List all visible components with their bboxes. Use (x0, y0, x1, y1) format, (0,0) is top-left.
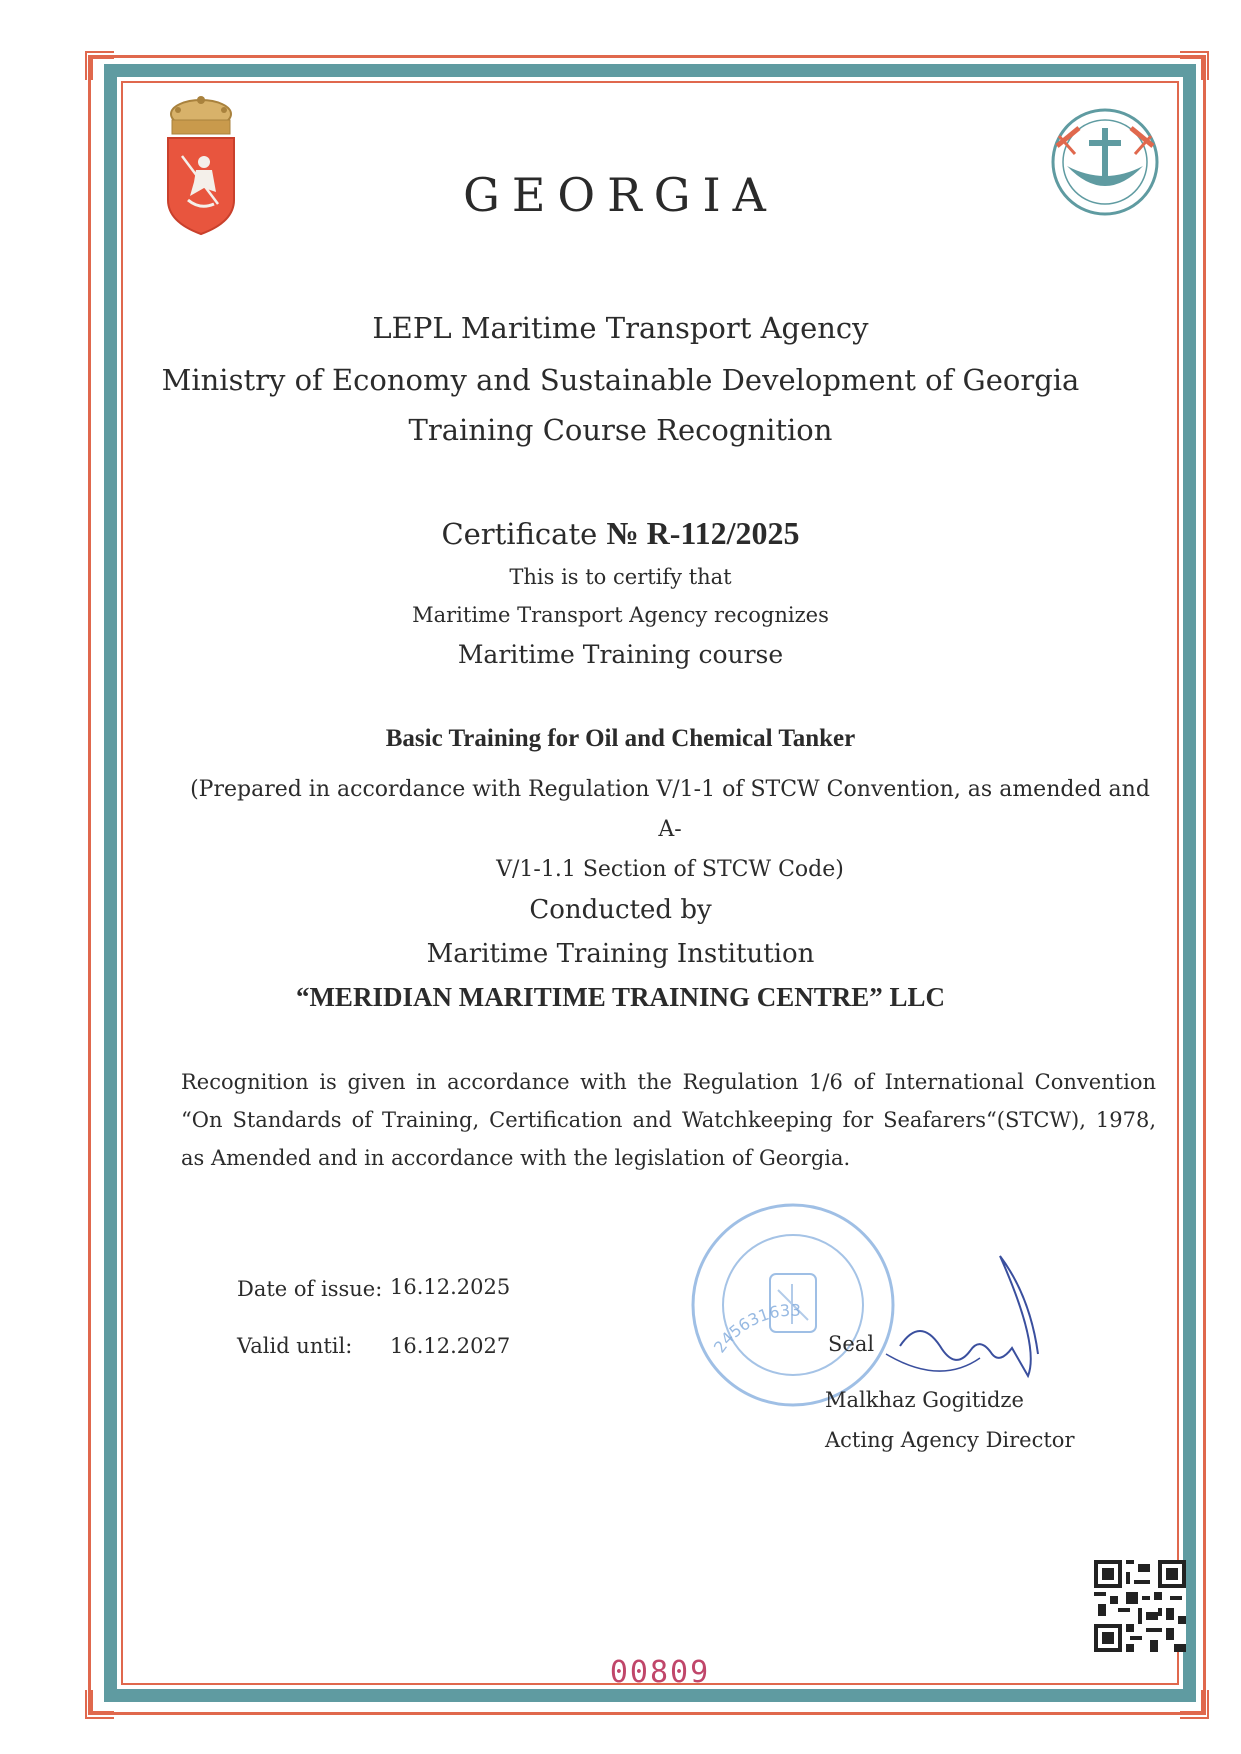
document-type: Training Course Recognition (408, 413, 833, 447)
agency-name: LEPL Maritime Transport Agency (372, 311, 869, 345)
ministry-name: Ministry of Economy and Sustainable Development of Georgia (161, 363, 1080, 397)
corner-ornament-top-right (1178, 50, 1210, 82)
stamp-digits: 245631633 (709, 1300, 802, 1357)
certificate-prefix: Certificate (441, 517, 598, 551)
certificate-heading (0, 515, 1241, 552)
serial-number: 00809 (609, 1655, 711, 1690)
corner-ornament-top-left (84, 50, 116, 82)
course-type: Maritime Training course (457, 640, 784, 669)
conducted-by-label: Conducted by (529, 895, 712, 925)
certify-line: This is to certify that (509, 565, 732, 589)
valid-until-value: 16.12.2027 (390, 1334, 511, 1358)
valid-until-label: Valid until: (237, 1334, 353, 1358)
official-stamp-icon (682, 1194, 904, 1416)
issue-date-value: 16.12.2025 (390, 1275, 511, 1299)
corner-ornament-bottom-left (84, 1688, 116, 1720)
prepared-note (190, 770, 1150, 890)
corner-ornament-bottom-right (1178, 1688, 1210, 1720)
recognizes-line: Maritime Transport Agency recognizes (412, 603, 829, 627)
country-title: GEORGIA (463, 168, 778, 222)
prepared-line-1: (Prepared in accordance with Regulation V/1-1 of STCW Convention, as amended and A- (190, 777, 1150, 842)
issue-date-label: Date of issue: (237, 1277, 383, 1301)
prepared-line-2: V/1-1.1 Section of STCW Code) (496, 857, 844, 882)
signer-name: Malkhaz Gogitidze (825, 1388, 1024, 1412)
seal-label: Seal (828, 1332, 875, 1356)
qr-code-icon (1094, 1560, 1186, 1652)
signature-icon (880, 1236, 1050, 1396)
institution-name: “MERIDIAN MARITIME TRAINING CENTRE” LLC (295, 982, 946, 1012)
signer-title: Acting Agency Director (825, 1428, 1075, 1452)
certificate-number: № R-112/2025 (606, 515, 800, 551)
course-name: Basic Training for Oil and Chemical Tanker (385, 725, 856, 752)
recognition-paragraph: Recognition is given in accordance with the Regulation 1/6 of International Convention “On Standards of Training, Certification and Watchkeeping for Seafarers“(STCW), 1978, as Amended and in accordance with the legislation of Georgia. (181, 1070, 1156, 1170)
institution-type: Maritime Training Institution (426, 939, 815, 969)
